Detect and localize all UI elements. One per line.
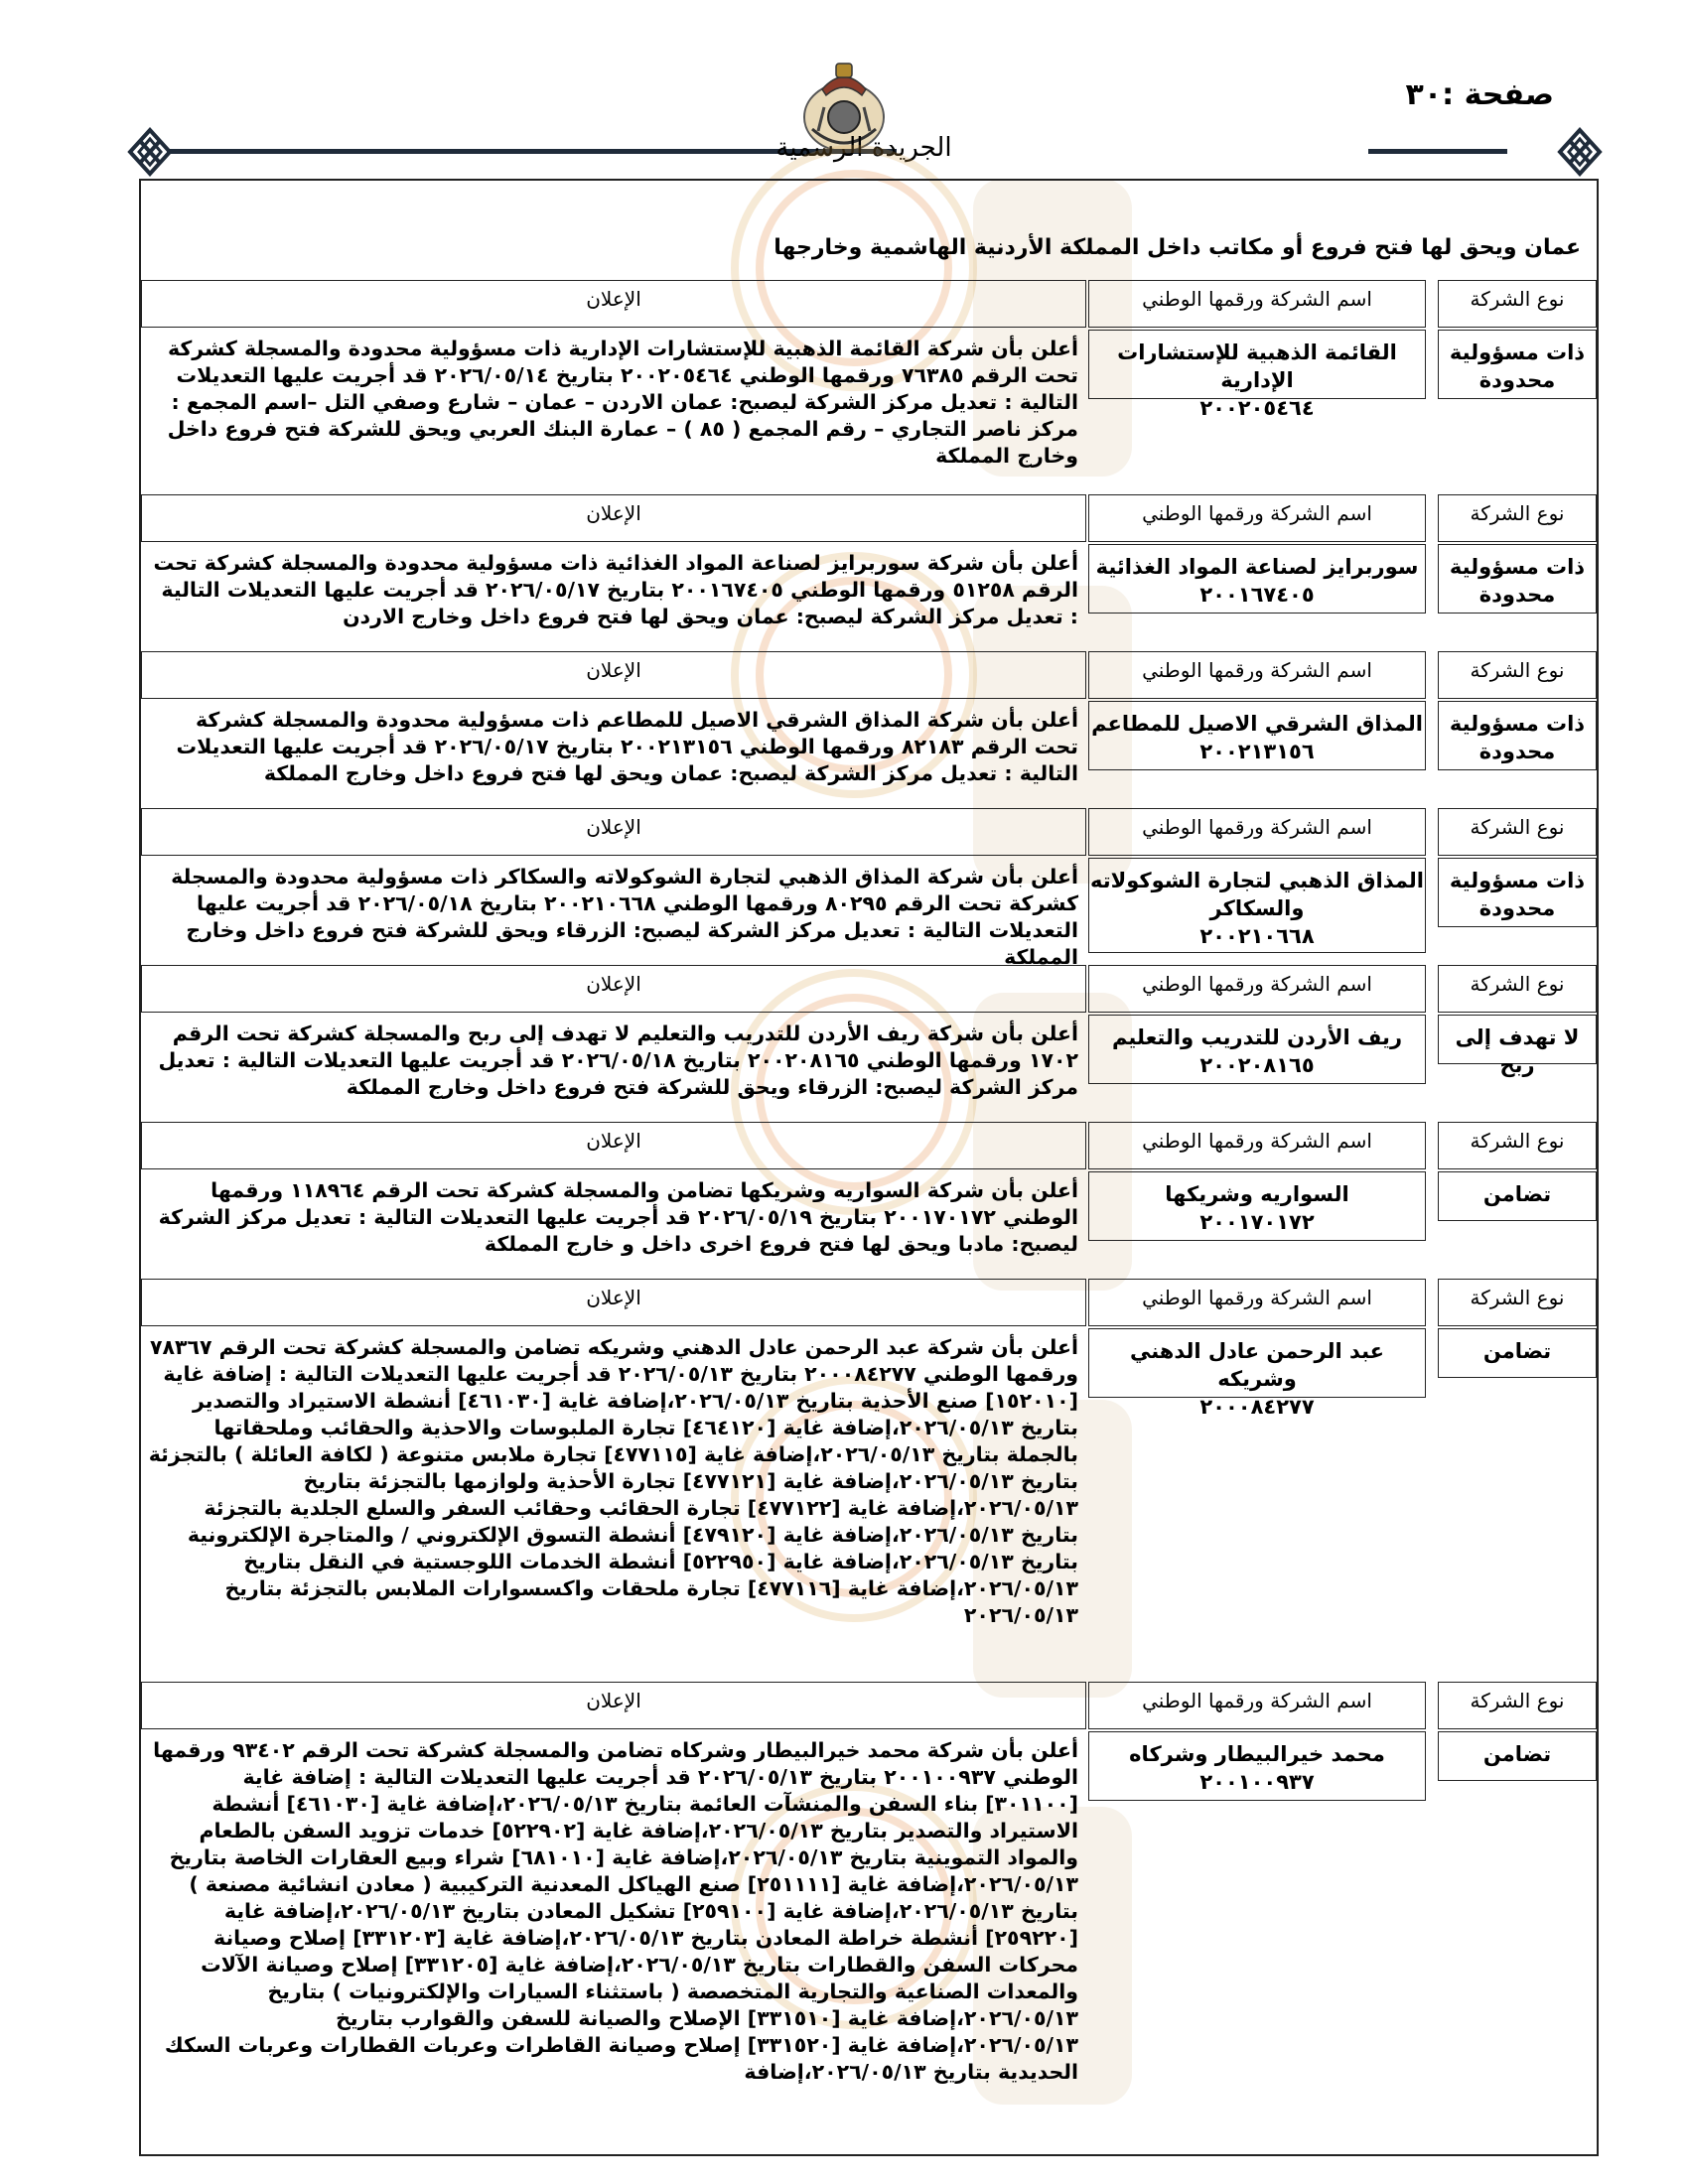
announcement-entry	[141, 965, 1597, 1120]
header-company-type: نوع الشركة	[1438, 494, 1597, 542]
header-announcement: الإعلان	[141, 494, 1086, 542]
company-name: عبد الرحمن عادل الدهني وشريكه	[1129, 1339, 1385, 1391]
header-announcement: الإعلان	[141, 280, 1086, 328]
header-company-type: نوع الشركة	[1438, 280, 1597, 328]
company-name-cell	[1088, 544, 1426, 614]
header-company-name: اسم الشركة ورقمها الوطني	[1088, 965, 1426, 1013]
header-company-name: اسم الشركة ورقمها الوطني	[1088, 808, 1426, 856]
company-national-number: ٢٠٠١٠٠٩٣٧	[1199, 1770, 1315, 1794]
company-type: ذات مسؤولية محدودة	[1438, 858, 1597, 927]
header-company-type: نوع الشركة	[1438, 1122, 1597, 1169]
company-name: سوربرايز لصناعة المواد الغذائية	[1095, 555, 1419, 579]
continued-text-line: عمان ويحق لها فتح فروع أو مكاتب داخل المملكة الأردنية الهاشمية وخارجها	[774, 235, 1581, 260]
company-type: ذات مسؤولية محدودة	[1438, 701, 1597, 770]
announcement-text: أعلن بأن شركة المذاق الذهبي لتجارة الشوكولاته والسكاكر ذات مسؤولية محدودة والمسجلة كشركة تحت الرقم ٨٠٢٩٥ ورقمها الوطني ٢٠٠٢١٠٦٦٨ بتاريخ ٢٠٢٦/٠٥/١٨ قد أجريت عليها التعديلات التالية : تعديل مركز الشركة ليصبح: الزرقاء ويحق للشركة فتح فروع داخل وخارج المملكة	[171, 865, 1078, 969]
company-type: ذات مسؤولية محدودة	[1438, 544, 1597, 614]
header-company-name: اسم الشركة ورقمها الوطني	[1088, 1122, 1426, 1169]
company-national-number: ٢٠٠٢١٠٦٦٨	[1199, 924, 1315, 948]
company-name-cell	[1088, 1328, 1426, 1419]
company-name-cell	[1088, 701, 1426, 770]
company-national-number: ٢٠٠٢١٣١٥٦	[1199, 740, 1315, 763]
header-company-type: نوع الشركة	[1438, 651, 1597, 699]
company-name-cell	[1088, 1171, 1426, 1241]
company-name: السواريه وشريكها	[1165, 1182, 1349, 1206]
company-name: المذاق الذهبي لتجارة الشوكولاته والسكاكر	[1089, 869, 1424, 920]
header-company-type: نوع الشركة	[1438, 1279, 1597, 1326]
company-type: تضامن	[1438, 1171, 1597, 1221]
company-name-cell	[1088, 858, 1426, 953]
header-company-name: اسم الشركة ورقمها الوطني	[1088, 280, 1426, 328]
announcement-entry	[141, 494, 1597, 649]
header-company-name: اسم الشركة ورقمها الوطني	[1088, 651, 1426, 699]
header-announcement: الإعلان	[141, 808, 1086, 856]
header-company-type: نوع الشركة	[1438, 965, 1597, 1013]
announcement-text: أعلن بأن شركة سوربرايز لصناعة المواد الغذائية ذات مسؤولية محدودة والمسجلة كشركة تحت الرقم ٥١٢٥٨ ورقمها الوطني ٢٠٠١٦٧٤٠٥ بتاريخ ٢٠٢٦/٠٥/١٧ قد أجريت عليها التعديلات التالية : تعديل مركز الشركة ليصبح: عمان ويحق لها فتح فروع داخل وخارج الاردن	[153, 551, 1078, 628]
company-name-cell	[1088, 1731, 1426, 1801]
header-company-type: نوع الشركة	[1438, 1682, 1597, 1729]
announcement-text: أعلن بأن شركة عبد الرحمن عادل الدهني وشريكه تضامن والمسجلة كشركة تحت الرقم ٧٨٣٦٧ ورقمها الوطني ٢٠٠٠٨٤٢٧٧ بتاريخ ٢٠٢٦/٠٥/١٣ قد أجريت عليها التعديلات التالية : إضافة غاية [١٥٢٠١٠] صنع الأحذية بتاريخ ٢٠٢٦/٠٥/١٣،إضافة غاية [٤٦١٠٣٠] أنشطة الاستيراد والتصدير بتاريخ ٢٠٢٦/٠٥/١٣،إضافة غاية [٤٦٤١٢٠] تجارة الملبوسات والاحذية والحقائب وملحقاتها بالجملة بتاريخ ٢٠٢٦/٠٥/١٣،إضافة غاية [٤٧٧١١٥] تجارة ملابس متنوعة ( لكافة العائلة ) بالتجزئة بتاريخ ٢٠٢٦/٠٥/١٣،إضافة غاية [٤٧٧١٢١] تجارة الأحذية ولوازمها بالتجزئة بتاريخ ٢٠٢٦/٠٥/١٣،إضافة غاية [٤٧٧١٢٢] تجارة الحقائب وحقائب السفر والسلع الجلدية بالتجزئة بتاريخ ٢٠٢٦/٠٥/١٣،إضافة غاية [٤٧٩١٢٠] أنشطة التسوق الإلكتروني / والمتاجرة الإلكترونية بتاريخ ٢٠٢٦/٠٥/١٣،إضافة غاية [٥٢٢٩٥٠] أنشطة الخدمات اللوجستية في النقل بتاريخ ٢٠٢٦/٠٥/١٣،إضافة غاية [٤٧٧١١٦] تجارة ملحقات واكسسوارات الملابس بالتجزئة بتاريخ ٢٠٢٦/٠٥/١٣	[148, 1335, 1078, 1627]
company-national-number: ٢٠٠٢٠٥٤٦٤	[1199, 396, 1315, 420]
header-announcement: الإعلان	[141, 651, 1086, 699]
company-type: تضامن	[1438, 1731, 1597, 1781]
company-name-cell	[1088, 1015, 1426, 1084]
header-announcement: الإعلان	[141, 1682, 1086, 1729]
header-company-type: نوع الشركة	[1438, 808, 1597, 856]
company-type: ذات مسؤولية محدودة	[1438, 330, 1597, 399]
header-announcement: الإعلان	[141, 1279, 1086, 1326]
company-type: لا تهدف إلى ربح	[1438, 1015, 1597, 1064]
header-company-name: اسم الشركة ورقمها الوطني	[1088, 494, 1426, 542]
header-announcement: الإعلان	[141, 965, 1086, 1013]
page-number: صفحة :٣٠	[1405, 77, 1554, 112]
company-name: القائمة الذهبية للإستشارات الإدارية	[1117, 341, 1397, 392]
announcements-frame	[139, 179, 1599, 2156]
header-company-name: اسم الشركة ورقمها الوطني	[1088, 1682, 1426, 1729]
company-name: المذاق الشرقي الاصيل للمطاعم	[1091, 712, 1423, 736]
announcement-entry	[141, 651, 1597, 806]
announcement-text: أعلن بأن شركة السواريه وشريكها تضامن والمسجلة كشركة تحت الرقم ١١٨٩٦٤ ورقمها الوطني ٢٠٠١٧٠١٧٢ بتاريخ ٢٠٢٦/٠٥/١٩ قد أجريت عليها التعديلات التالية : تعديل مركز الشركة ليصبح: مادبا ويحق لها فتح فروع اخرى داخل و خارج المملكة	[158, 1178, 1078, 1256]
announcement-text: أعلن بأن شركة القائمة الذهبية للإستشارات الإدارية ذات مسؤولية محدودة والمسجلة كشركة تحت الرقم ٧٦٣٨٥ ورقمها الوطني ٢٠٠٢٠٥٤٦٤ بتاريخ ٢٠٢٦/٠٥/١٤ قد أجريت عليها التعديلات التالية : تعديل مركز الشركة ليصبح: عمان الاردن – عمان – شارع وصفي التل –اسم المجمع : مركز ناصر التجاري – رقم المجمع ( ٨٥ ) – عمارة البنك العربي ويحق للشركة فتح فروع داخل وخارج المملكة	[167, 337, 1078, 468]
announcement-text: أعلن بأن شركة محمد خيرالبيطار وشركاه تضامن والمسجلة كشركة تحت الرقم ٩٣٤٠٢ ورقمها الوطني ٢٠٠١٠٠٩٣٧ بتاريخ ٢٠٢٦/٠٥/١٣ قد أجريت عليها التعديلات التالية : إضافة غاية [٣٠١١٠٠] بناء السفن والمنشآت العائمة بتاريخ ٢٠٢٦/٠٥/١٣،إضافة غاية [٤٦١٠٣٠] أنشطة الاستيراد والتصدير بتاريخ ٢٠٢٦/٠٥/١٣،إضافة غاية [٥٢٢٩٠٢] خدمات تزويد السفن بالطعام والمواد التموينية بتاريخ ٢٠٢٦/٠٥/١٣،إضافة غاية [٦٨١٠١٠] شراء وبيع العقارات الخاصة بتاريخ ٢٠٢٦/٠٥/١٣،إضافة غاية [٢٥١١١١] صنع الهياكل المعدنية التركيبية ( معادن انشائية مصنعة ) بتاريخ ٢٠٢٦/٠٥/١٣،إضافة غاية [٢٥٩١٠٠] تشكيل المعادن بتاريخ ٢٠٢٦/٠٥/١٣،إضافة غاية [٢٥٩٢٢٠] أنشطة خراطة المعادن بتاريخ ٢٠٢٦/٠٥/١٣،إضافة غاية [٣٣١٢٠٣] إصلاح وصيانة محركات السفن والقطارات بتاريخ ٢٠٢٦/٠٥/١٣،إضافة غاية [٣٣١٢٠٥] إصلاح وصيانة الآلات والمعدات الصناعية والتجارية المتخصصة ( باستثناء السيارات والإلكترونيات ) بتاريخ ٢٠٢٦/٠٥/١٣،إضافة غاية [٣٣١٥١٠] الإصلاح والصيانة للسفن والقوارب بتاريخ ٢٠٢٦/٠٥/١٣،إضافة غاية [٣٣١٥٢٠] إصلاح وصيانة القاطرات وعربات القطارات وعربات السكك الحديدية بتاريخ ٢٠٢٦/٠٥/١٣،إضافة	[153, 1738, 1078, 2084]
ornament-knot-icon	[1557, 127, 1603, 177]
announcement-entry	[141, 1122, 1597, 1277]
gazette-title: الجريدة الرسمية	[775, 133, 952, 163]
company-name-cell	[1088, 330, 1426, 420]
header-company-name: اسم الشركة ورقمها الوطني	[1088, 1279, 1426, 1326]
header-announcement: الإعلان	[141, 1122, 1086, 1169]
ornament-knot-icon	[127, 127, 173, 177]
company-type: تضامن	[1438, 1328, 1597, 1378]
announcement-entry	[141, 808, 1597, 969]
company-national-number: ٢٠٠٠٨٤٢٧٧	[1199, 1395, 1315, 1419]
company-national-number: ٢٠٠١٧٠١٧٢	[1199, 1210, 1315, 1234]
announcement-entry	[141, 1279, 1597, 1678]
company-national-number: ٢٠٠٢٠٨١٦٥	[1199, 1053, 1315, 1077]
company-national-number: ٢٠٠١٦٧٤٠٥	[1199, 583, 1315, 607]
announcement-entry	[141, 1682, 1597, 2156]
announcement-text: أعلن بأن شركة المذاق الشرقي الاصيل للمطاعم ذات مسؤولية محدودة والمسجلة كشركة تحت الرقم ٨٢١٨٣ ورقمها الوطني ٢٠٠٢١٣١٥٦ بتاريخ ٢٠٢٦/٠٥/١٧ قد أجريت عليها التعديلات التالية : تعديل مركز الشركة ليصبح: عمان ويحق لها فتح فروع داخل وخارج المملكة	[176, 708, 1078, 785]
announcement-entry	[141, 280, 1597, 486]
company-name: محمد خيرالبيطار وشركاه	[1129, 1742, 1385, 1766]
announcement-text: أعلن بأن شركة ريف الأردن للتدريب والتعليم لا تهدف إلى ربح والمسجلة كشركة تحت الرقم ١٧٠٢ ورقمها الوطني ٢٠٠٢٠٨١٦٥ بتاريخ ٢٠٢٦/٠٥/١٨ قد أجريت عليها التعديلات التالية : تعديل مركز الشركة ليصبح: الزرقاء ويحق للشركة فتح فروع داخل وخارج المملكة	[158, 1022, 1078, 1099]
company-name: ريف الأردن للتدريب والتعليم	[1111, 1025, 1403, 1049]
